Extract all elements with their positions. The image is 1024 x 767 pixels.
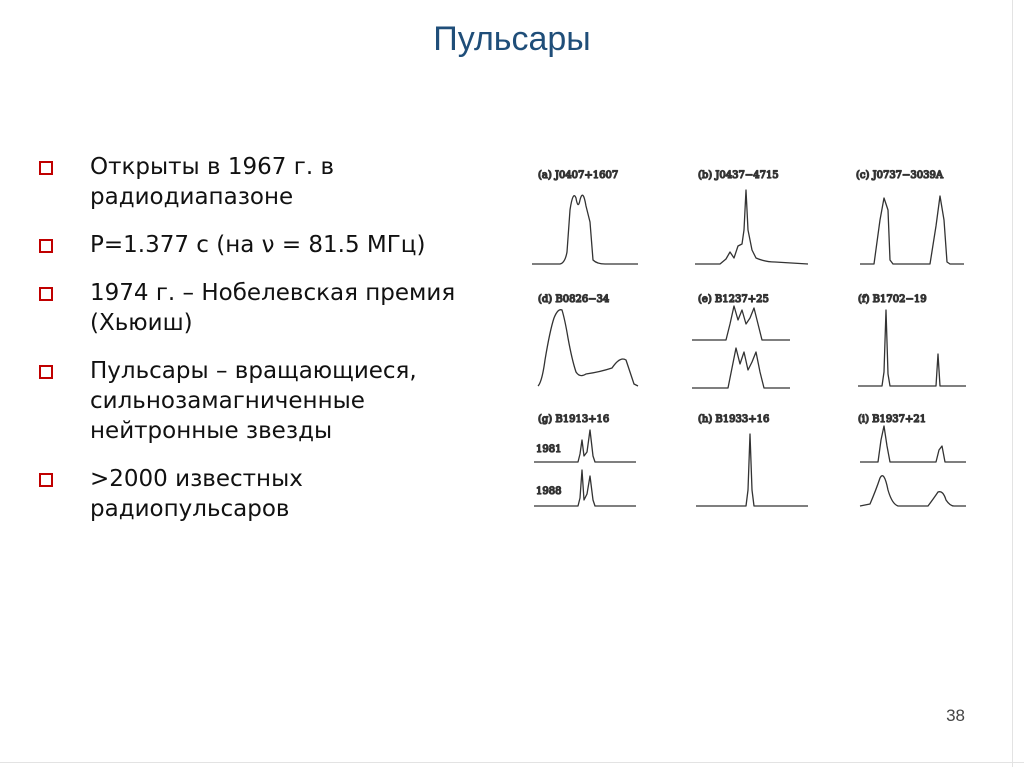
hollow-square-icon	[39, 365, 53, 379]
page-number: 38	[946, 706, 965, 725]
pulse-profiles-svg	[520, 160, 980, 520]
profile-h	[696, 434, 808, 506]
bullet-text: >2000 известных радиопульсаров	[90, 466, 303, 522]
profile-e2	[692, 348, 790, 388]
panel-label-i: (i) B1937+21	[858, 414, 927, 425]
profile-d	[538, 310, 638, 386]
bullet-text: Пульсары – вращающиеся, сильнозамагниченные нейтронные звезды	[90, 358, 417, 444]
bullet-item	[36, 230, 516, 260]
profile-b	[695, 190, 808, 264]
panel-sublabel-1988: 1988	[536, 486, 562, 497]
profile-i2	[860, 476, 966, 506]
bullet-text: P=1.377 с (на ν = 81.5 МГц)	[90, 232, 426, 258]
bullet-item	[36, 356, 516, 446]
hollow-square-icon	[39, 161, 53, 175]
bullet-text: Открыты в 1967 г. в радиодиапазоне	[90, 154, 334, 210]
profile-f	[858, 310, 966, 386]
bullet-item	[36, 464, 516, 524]
panel-label-a: (a) J0407+1607	[538, 170, 619, 181]
bullet-item	[36, 278, 516, 338]
slide-frame-bottom	[0, 762, 1024, 763]
panel-label-c: (c) J0737−3039A	[856, 170, 944, 181]
bullet-list	[36, 152, 516, 542]
hollow-square-icon	[39, 239, 53, 253]
panel-label-f: (f) B1702−19	[858, 294, 927, 305]
pulse-profiles-figure	[520, 160, 980, 520]
panel-label-b: (b) J0437−4715	[698, 170, 779, 181]
panel-label-d: (d) B0826−34	[538, 294, 610, 305]
slide-title: Пульсары	[433, 20, 591, 58]
panel-label-e: (e) B1237+25	[698, 294, 769, 305]
bullet-item	[36, 152, 516, 212]
panel-label-h: (h) B1933+16	[698, 414, 770, 425]
profile-i1	[860, 426, 966, 462]
bullet-text: 1974 г. – Нобелевская премия (Хьюиш)	[90, 280, 456, 336]
profile-a	[532, 195, 638, 264]
panel-sublabel-1981: 1981	[536, 444, 562, 455]
slide-frame-right	[1012, 0, 1013, 767]
hollow-square-icon	[39, 287, 53, 301]
hollow-square-icon	[39, 473, 53, 487]
profile-c	[860, 196, 964, 264]
panel-label-g: (g) B1913+16	[538, 414, 610, 425]
profile-e1	[692, 306, 790, 340]
